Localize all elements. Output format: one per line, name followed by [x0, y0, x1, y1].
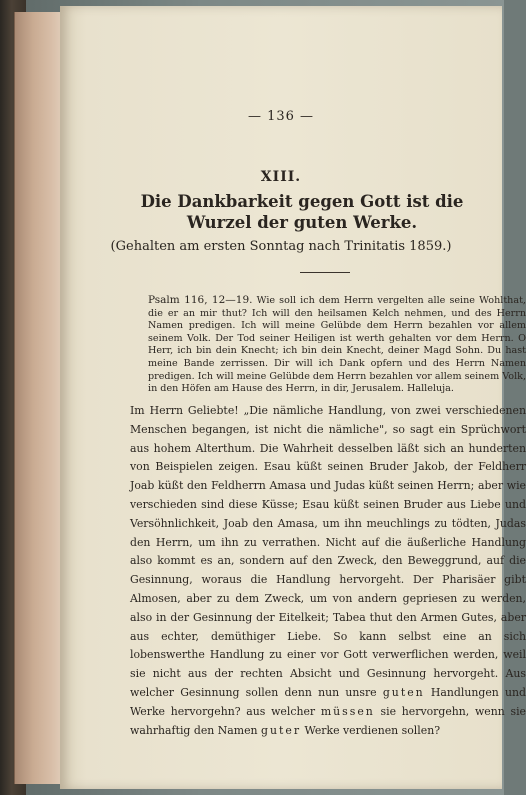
sermon-subtitle: (Gehalten am ersten Sonntag nach Trinitatis 1859.)	[110, 239, 452, 254]
sermon-title: Die Dankbarkeit gegen Gott ist die Wurzel der guten Werke.	[140, 192, 464, 232]
body-text-4: Werke verdienen sollen?	[304, 723, 441, 737]
page-number: — 136 —	[247, 109, 315, 124]
psalm-reference: Psalm 116, 12—19.	[148, 294, 253, 306]
chapter-number: XIII.	[260, 169, 302, 185]
book-page	[60, 6, 526, 789]
body-text-2: Handlungen und Werke hervorgehn? aus welcher	[130, 685, 526, 718]
body-text-3: sie hervorgehn, wenn sie wahrhaftig den Namen	[130, 704, 526, 737]
emphasis-muessen: müssen	[320, 704, 375, 718]
body-text-1: Im Herrn Geliebte! „Die nämliche Handlung, von zwei verschiedenen Menschen begangen, ist nicht die nämliche", so sagt ein Sprüchwort aus hohem Alterthum. Die Wahrheit desselben läßt sich an hunderten von Beispielen zeigen. Esau küßt seinen Bruder Jakob, der Feldherr Joab küßt den Feldherrn Amasa und Judas küßt seinen Herrn; aber wie verschieden sind diese Küsse; Esau küßt seinen Bruder aus Liebe und Versöhnlichkeit, Joab den Amasa, um ihn meuchlings zu tödten, Judas den Herrn, um ihn zu verrathen. Nicht auf die äußerliche Handlung also kommt es an, sondern auf den Zweck, den Beweggrund, auf die Gesinnung, woraus die Handlung hervorgeht. Der Pharisäer gibt Almosen, aber zu dem Zweck, um von andern gepriesen zu werden, also in der Gesinnung der Eitelkeit; Tabea thut den Armen Gutes, aber aus echter, demüthiger Liebe. So kann selbst eine an sich lobenswerthe Handlung zu einer vor Gott verwerflichen werden, weil sie nicht aus der rechten Absicht und Gesinnung hervorgeht. Aus welcher Gesinnung sollen denn nun unsre	[130, 404, 526, 699]
emphasis-guter: guter	[261, 723, 302, 737]
divider-rule	[300, 272, 350, 273]
emphasis-guten: guten	[382, 685, 425, 699]
sermon-body	[130, 402, 526, 740]
psalm-passage	[148, 294, 526, 396]
psalm-text: Wie soll ich dem Herrn vergelten alle seine Wohlthat, die er an mir thut? Ich will den heilsamen Kelch nehmen, und des Herrn Namen predigen. Ich will meine Gelübde dem Herrn bezahlen vor allem seinem Volk. Der Tod seiner Heiligen ist werth gehalten vor dem Herrn. O Herr, ich bin dein Knecht; ich bin dein Knecht, deiner Magd Sohn. Du hast meine Bande zerrissen. Dir will ich Dank opfern und des Herrn Namen predigen. Ich will meine Gelübde dem Herrn bezahlen vor allem seinem Volk, in den Höfen am Hause des Herrn, in dir, Jerusalem. Halleluja.	[148, 295, 526, 395]
